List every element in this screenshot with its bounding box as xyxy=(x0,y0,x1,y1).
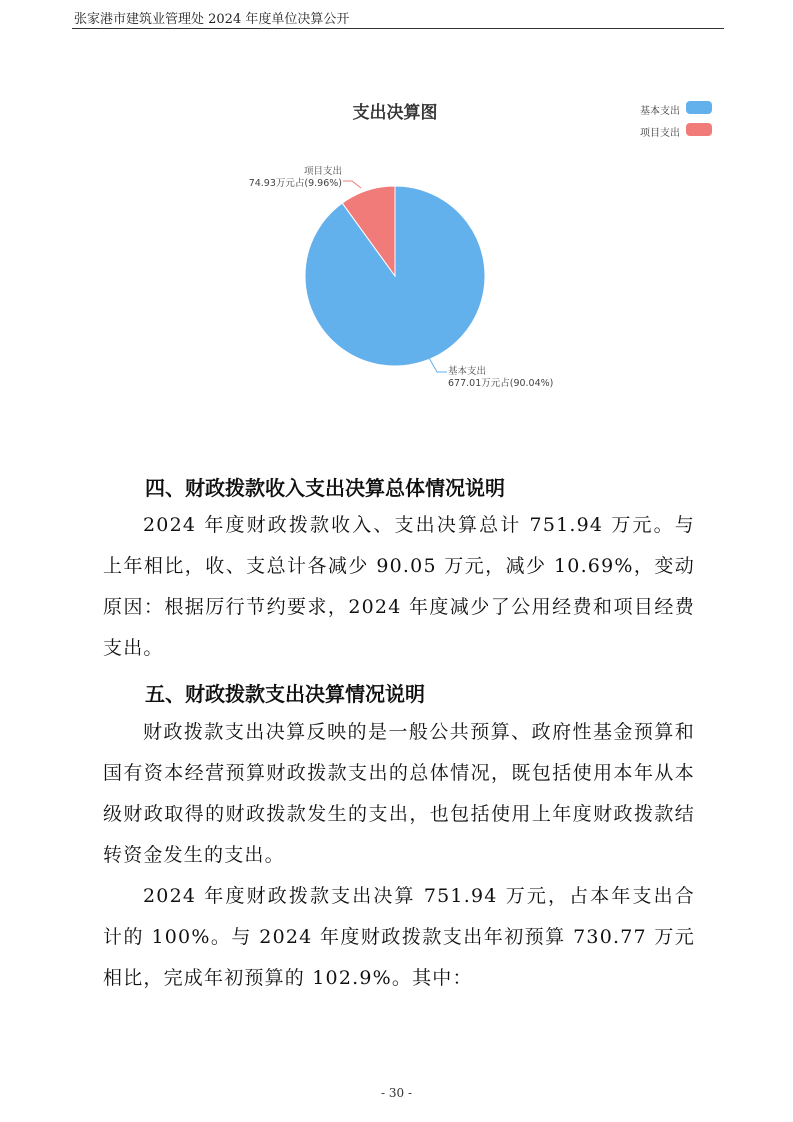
pie-label-project-detail: 74.93万元占(9.96%) xyxy=(248,178,342,189)
pie-chart xyxy=(0,0,793,420)
paragraph-section5-1: 财政拨款支出决算反映的是一般公共预算、政府性基金预算和国有资本经营预算财政拨款支出的总体情况，既包括使用本年从本级财政取得的财政拨款发生的支出，也包括使用上年度财政拨款结转资金发生的支出。 xyxy=(103,721,695,866)
legend-label-basic: 基本支出 xyxy=(640,106,680,117)
section-heading-5: 五、财政拨款支出决算情况说明 xyxy=(145,682,425,706)
paragraph-section4: 2024 年度财政拨款收入、支出决算总计 751.94 万元。与上年相比，收、支总计各减少 90.05 万元，减少 10.69%，变动原因：根据厉行节约要求，2024 年度减少了公用经费和项目经费支出。 xyxy=(103,514,695,659)
section-heading-4: 四、财政拨款收入支出决算总体情况说明 xyxy=(145,476,505,500)
pie-label-basic-name: 基本支出 xyxy=(448,366,487,377)
leader-line-project xyxy=(343,181,361,188)
pie-label-project-name: 项目支出 xyxy=(303,166,342,177)
legend-label-project: 项目支出 xyxy=(640,128,680,139)
chart-title: 支出决算图 xyxy=(352,103,438,123)
paragraph-section5-2: 2024 年度财政拨款支出决算 751.94 万元，占本年支出合计的 100%。与 2024 年度财政拨款支出年初预算 730.77 万元相比，完成年初预算的 102.9%。其中： xyxy=(103,885,695,989)
page-header: 张家港市建筑业管理处 2024 年度单位决算公开 xyxy=(74,12,350,27)
pie-label-basic-detail: 677.01万元占(90.04%) xyxy=(448,378,554,389)
page-number: - 30 - xyxy=(380,1086,412,1100)
